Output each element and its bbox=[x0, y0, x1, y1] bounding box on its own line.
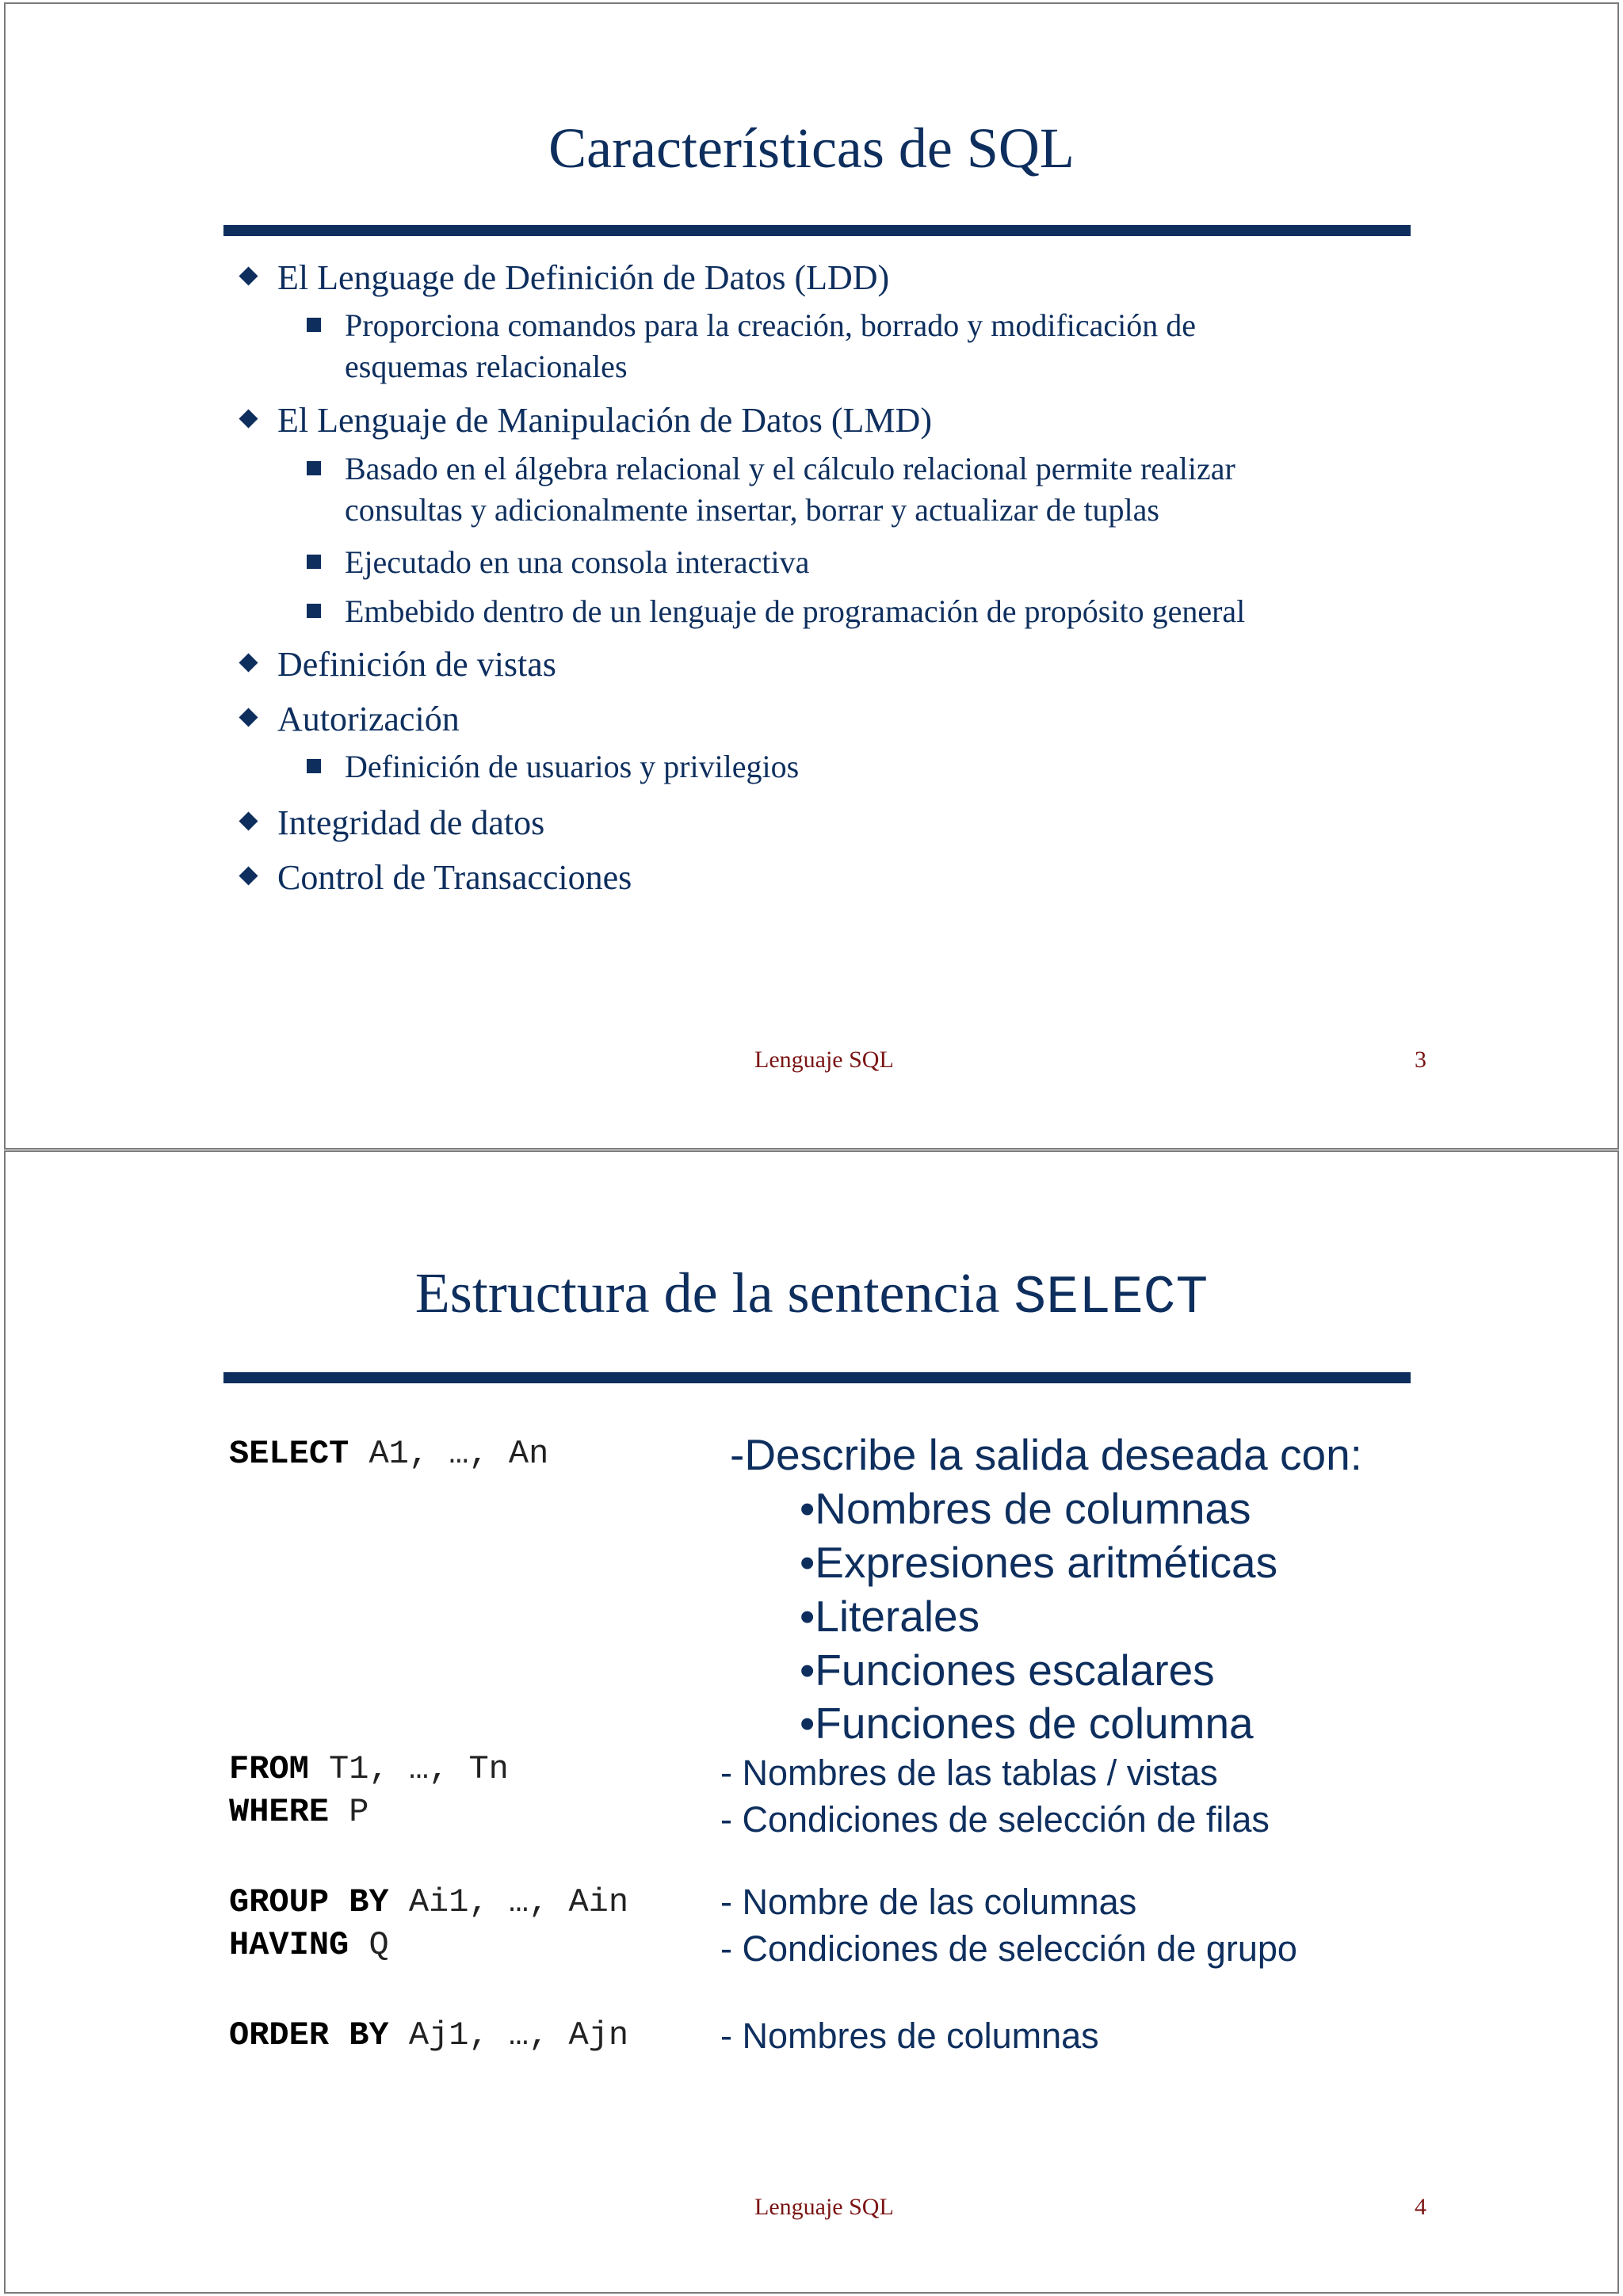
select-desc-heading: -Describe la salida deseada con: bbox=[730, 1430, 1362, 1479]
clause-from bbox=[229, 1750, 509, 1788]
footer-label: Lenguaje SQL bbox=[754, 1047, 894, 1073]
bullet-ldd bbox=[242, 258, 890, 297]
sub-bullet-line: Definición de usuarios y privilegios bbox=[345, 749, 800, 784]
clause-having bbox=[229, 1928, 389, 1962]
diamond-bullet-icon bbox=[239, 409, 258, 428]
sub-bullet-users-privileges bbox=[307, 746, 799, 788]
bullet-text: Integridad de datos bbox=[277, 803, 545, 842]
square-bullet-icon bbox=[307, 604, 321, 618]
sub-bullet-line: Embebido dentro de un lenguaje de programación de propósito general bbox=[345, 593, 1246, 629]
sql-keyword: HAVING bbox=[229, 1926, 349, 1964]
bullet-text: El Lenguage de Definición de Datos (LDD) bbox=[277, 258, 890, 297]
footer-label: Lenguaje SQL bbox=[754, 2194, 894, 2220]
select-desc-item: •Expresiones aritméticas bbox=[800, 1538, 1278, 1587]
bullet-authorization bbox=[242, 702, 460, 737]
where-desc: - Condiciones de selección de filas bbox=[720, 1799, 1270, 1840]
select-desc-item: •Funciones de columna bbox=[800, 1699, 1254, 1748]
bullet-transactions bbox=[242, 860, 632, 895]
clause-select bbox=[229, 1435, 549, 1473]
slide-4 bbox=[4, 1150, 1619, 2294]
bullet-integrity bbox=[242, 803, 545, 842]
slide-3-title: Características de SQL bbox=[548, 116, 1075, 180]
sub-bullet-line: consultas y adicionalmente insertar, borrar y actualizar de tuplas bbox=[345, 492, 1159, 528]
sql-keyword: SELECT bbox=[229, 1435, 349, 1473]
sub-bullet-lmd-console bbox=[307, 542, 809, 583]
square-bullet-icon bbox=[307, 461, 321, 475]
clause-order-by bbox=[229, 2016, 629, 2054]
title-rule bbox=[223, 1372, 1411, 1383]
bullet-text: Control de Transacciones bbox=[277, 858, 632, 897]
order-by-desc: - Nombres de columnas bbox=[720, 2016, 1099, 2056]
group-by-desc: - Nombre de las columnas bbox=[720, 1882, 1137, 1922]
title-text: Estructura de la sentencia bbox=[414, 1261, 1014, 1325]
page-number: 3 bbox=[1415, 1047, 1426, 1073]
sql-args: T1, …, Tn bbox=[308, 1750, 509, 1788]
sub-bullet-line: Basado en el álgebra relacional y el cálculo relacional permite realizar bbox=[345, 451, 1235, 486]
sub-bullet-lmd-algebra bbox=[307, 448, 1235, 531]
clause-where bbox=[229, 1795, 369, 1829]
sql-keyword: ORDER BY bbox=[229, 2016, 389, 2054]
sql-args: Ai1, …, Ain bbox=[388, 1883, 629, 1921]
diamond-bullet-icon bbox=[239, 266, 258, 285]
square-bullet-icon bbox=[307, 318, 321, 332]
select-desc-item: •Literales bbox=[800, 1592, 980, 1641]
bullet-views bbox=[242, 647, 556, 682]
slide-3 bbox=[4, 2, 1619, 1150]
slide-4-title bbox=[6, 1261, 1617, 1329]
select-desc-item: •Nombres de columnas bbox=[800, 1484, 1251, 1533]
sub-bullet-line: esquemas relacionales bbox=[345, 349, 628, 384]
sql-keyword: FROM bbox=[229, 1750, 309, 1788]
having-desc: - Condiciones de selección de grupo bbox=[720, 1928, 1297, 1969]
sub-bullet-line: Proporciona comandos para la creación, borrado y modificación de bbox=[345, 307, 1197, 343]
square-bullet-icon bbox=[307, 759, 321, 773]
sql-args: P bbox=[329, 1793, 369, 1831]
from-desc: - Nombres de las tablas / vistas bbox=[720, 1753, 1218, 1793]
sql-keyword: WHERE bbox=[229, 1793, 330, 1831]
page-number: 4 bbox=[1415, 2194, 1426, 2220]
sql-args: Aj1, …, Ajn bbox=[388, 2016, 629, 2054]
sub-bullet-lmd-embedded bbox=[307, 591, 1245, 632]
sub-bullet-ldd-commands bbox=[307, 305, 1196, 387]
bullet-text: El Lenguaje de Manipulación de Datos (LMD) bbox=[277, 401, 932, 440]
diamond-bullet-icon bbox=[239, 811, 258, 830]
clause-group-by bbox=[229, 1883, 629, 1921]
sql-args: Q bbox=[349, 1926, 389, 1964]
square-bullet-icon bbox=[307, 555, 321, 569]
bullet-lmd bbox=[242, 403, 932, 438]
title-rule bbox=[223, 225, 1411, 236]
select-desc-item: •Funciones escalares bbox=[800, 1646, 1215, 1695]
diamond-bullet-icon bbox=[239, 707, 258, 727]
sub-bullet-line: Ejecutado en una consola interactiva bbox=[345, 544, 810, 580]
diamond-bullet-icon bbox=[239, 653, 258, 672]
sql-args: A1, …, An bbox=[349, 1435, 549, 1473]
bullet-text: Definición de vistas bbox=[277, 645, 556, 684]
diamond-bullet-icon bbox=[239, 866, 258, 885]
bullet-text: Autorización bbox=[277, 700, 460, 738]
title-code: SELECT bbox=[1014, 1268, 1209, 1329]
sql-keyword: GROUP BY bbox=[229, 1883, 389, 1921]
